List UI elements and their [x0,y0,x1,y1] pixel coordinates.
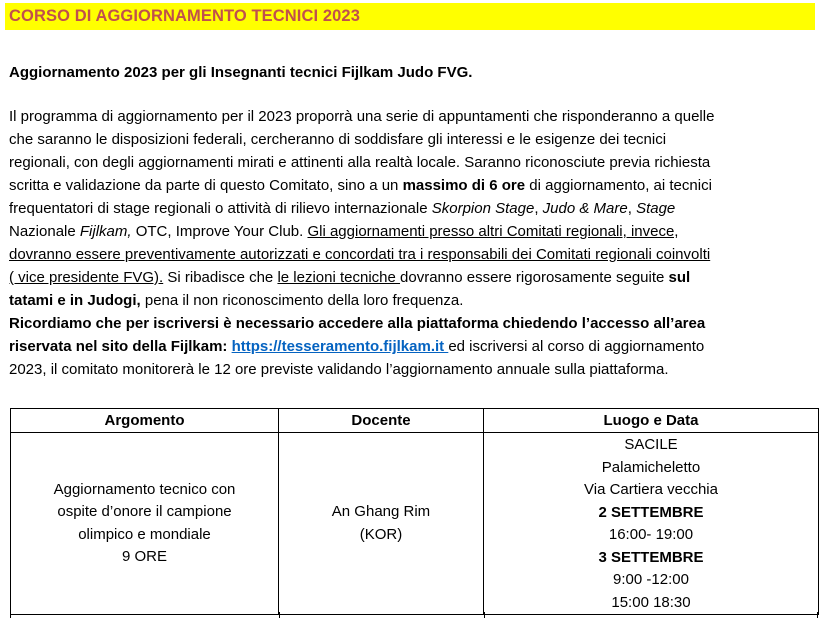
underlined-text: Gli aggiornamenti presso altri Comitati regionali, invece, [307,223,679,240]
text-span: Il programma di aggiornamento per il 2023 proporrà una serie di appuntamenti che risponderanno a quelle [9,108,715,125]
cell-line: 9 ORE [121,548,167,565]
divider [484,612,485,618]
time-label: 15:00 18:30 [611,593,691,611]
section-heading: Aggiornamento 2023 per gli Insegnanti tecnici Fijlkam Judo FVG. [9,64,473,81]
italic-text: Fijlkam, [79,223,132,240]
body-line [9,312,821,335]
cell-line: (KOR) [359,525,403,543]
text-span: OTC, Improve Your Club. [131,223,308,240]
date-label: 2 SETTEMBRE [598,503,704,521]
text-span: Nazionale [9,223,80,240]
column-header-luogo-data: Luogo e Data [484,409,819,433]
bold-text: sul [668,269,691,286]
document-title: CORSO DI AGGIORNAMENTO TECNICI 2023 [9,7,360,25]
body-paragraph [9,105,821,381]
italic-text: Skorpion Stage [431,200,535,217]
underlined-text: le lezioni tecniche [277,269,401,286]
text-span: , [627,200,637,217]
body-line [9,151,821,174]
cell-line: An Ghang Rim [331,503,431,520]
bold-text: tatami e in Judogi, [9,292,141,309]
italic-text: Judo & Mare [542,200,628,217]
body-line [9,197,821,220]
schedule-table [10,408,819,615]
body-line [9,243,821,266]
time-label: 9:00 -12:00 [613,571,689,588]
italic-text: Stage [636,200,676,217]
cell-line: Aggiornamento tecnico con [53,480,236,498]
time-label: 16:00- 19:00 [608,526,694,543]
title-banner [5,3,815,30]
underlined-text: ( vice presidente FVG). [9,269,164,286]
text-span: frequentatori di stage regionali o attività di rilievo internazionale [9,200,432,217]
body-line [9,266,821,289]
date-label: 3 SETTEMBRE [598,548,704,566]
text-span: di aggiornamento, ai tecnici [525,177,712,194]
bold-text: Ricordiamo che per iscriversi è necessario accedere alla piattaforma chiedendo l’accesso all’area [9,315,706,332]
body-line [9,358,821,381]
table-continuation [10,612,818,618]
cell-line: Via Cartiera vecchia [584,481,718,498]
table-row [11,433,819,615]
text-span: 2023, il comitato monitorerà le 12 ore previste validando l’aggiornamento annuale sulla piattaforma. [9,361,669,378]
body-line [9,128,821,151]
body-line [9,289,821,312]
cell-line: Palamicheletto [601,458,701,476]
text-span: dovranno essere rigorosamente seguite [400,269,669,286]
column-header-argomento: Argomento [11,409,279,433]
text-span: ed iscriversi al corso di aggiornamento [448,338,705,355]
text-span: pena il non riconoscimento della loro frequenza. [140,292,464,309]
bold-text: massimo di 6 ore [402,177,526,194]
column-header-docente: Docente [279,409,484,433]
cell-line: olimpico e mondiale [78,525,211,543]
text-span: regionali, con degli aggiornamenti mirati e attinenti alla realtà locale. Saranno riconosciute previa richiesta [9,154,711,171]
text-span: Si ribadisce che [163,269,278,286]
body-line [9,335,821,358]
body-line [9,220,821,243]
body-line [9,174,821,197]
text-span: , [534,200,543,217]
bold-text: riservata nel sito della Fijlkam: [9,338,232,355]
tesseramento-link[interactable]: https://tesseramento.fijlkam.it [231,338,449,355]
cell-line: SACILE [624,436,678,453]
divider [279,612,280,618]
cell-luogo-data [484,433,819,615]
cell-line: ospite d’onore il campione [57,503,232,520]
underlined-text: dovranno essere preventivamente autorizzati e concordati tra i responsabili dei Comitati regionali coinvolti [9,246,711,263]
table-header-row [11,409,819,433]
body-line [9,105,821,128]
cell-argomento [11,433,279,615]
text-span: scritta e validazione da parte di questo Comitato, sino a un [9,177,403,194]
cell-docente [279,433,484,615]
text-span: che saranno le disposizioni federali, cercheranno di soddisfare gli interessi e le esigenze dei tecnici [9,131,667,148]
